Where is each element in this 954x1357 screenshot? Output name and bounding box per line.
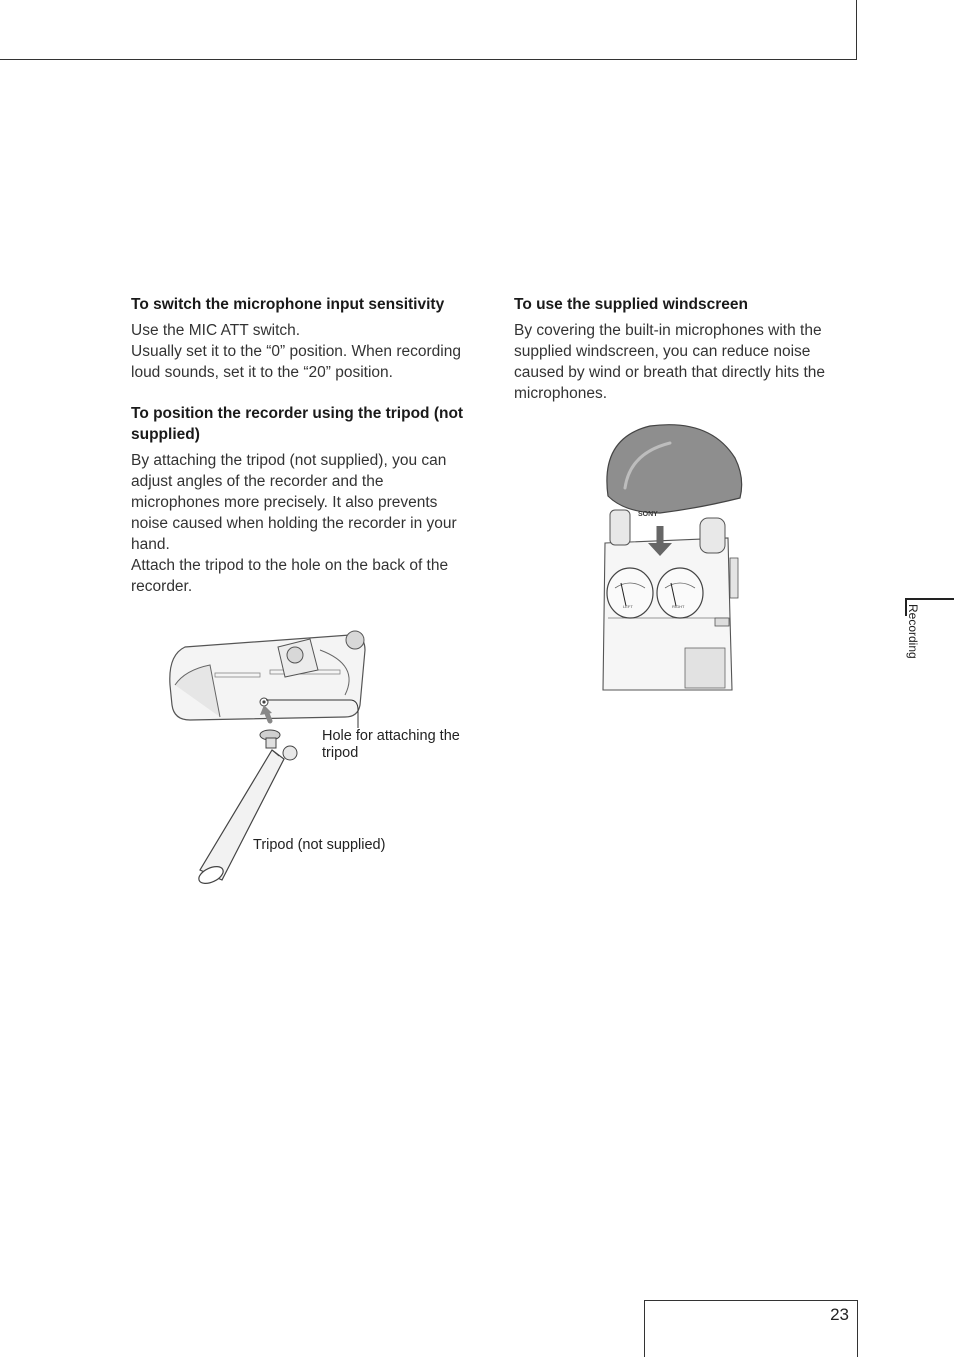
header-rule-vertical xyxy=(856,0,857,60)
page-number: 23 xyxy=(830,1305,849,1324)
header-rule xyxy=(0,59,856,60)
mic-sensitivity-heading: To switch the microphone input sensitivity xyxy=(131,296,445,313)
tripod-body-2: Attach the tripod to the hole on the back of the recorder. xyxy=(131,557,449,595)
tripod-body-1: By attaching the tripod (not supplied), you can adjust angles of the recorder and the microphones more precisely. It also prevents noise caused when holding the recorder in your hand. xyxy=(131,452,457,553)
windscreen-section xyxy=(514,294,859,404)
windscreen-illustration xyxy=(600,418,745,693)
left-column xyxy=(131,294,476,617)
windscreen-body: By covering the built-in microphones with the supplied windscreen, you can reduce noise caused by wind or breath that directly hits the microphones. xyxy=(514,322,826,402)
meter-right-label: RIGHT xyxy=(672,604,685,609)
hole-label: Hole for attaching the tripod xyxy=(322,728,460,761)
tripod-heading: To position the recorder using the tripod (not supplied) xyxy=(131,405,464,443)
meter-left-label: LEFT xyxy=(623,604,633,609)
side-tab-label: Recording xyxy=(906,604,920,659)
mic-sensitivity-line-1: Use the MIC ATT switch. xyxy=(131,322,301,339)
mic-sensitivity-line-2: Usually set it to the “0” position. When recording loud sounds, set it to the “20” position. xyxy=(131,343,461,381)
side-tab-rule xyxy=(906,598,954,600)
right-column xyxy=(514,294,859,424)
sony-logo: SONY xyxy=(638,511,658,518)
mic-sensitivity-section xyxy=(131,294,476,383)
tripod-label: Tripod (not supplied) xyxy=(253,837,386,853)
page-number-box xyxy=(644,1300,858,1357)
tripod-section xyxy=(131,403,476,597)
windscreen-heading: To use the supplied windscreen xyxy=(514,296,748,313)
